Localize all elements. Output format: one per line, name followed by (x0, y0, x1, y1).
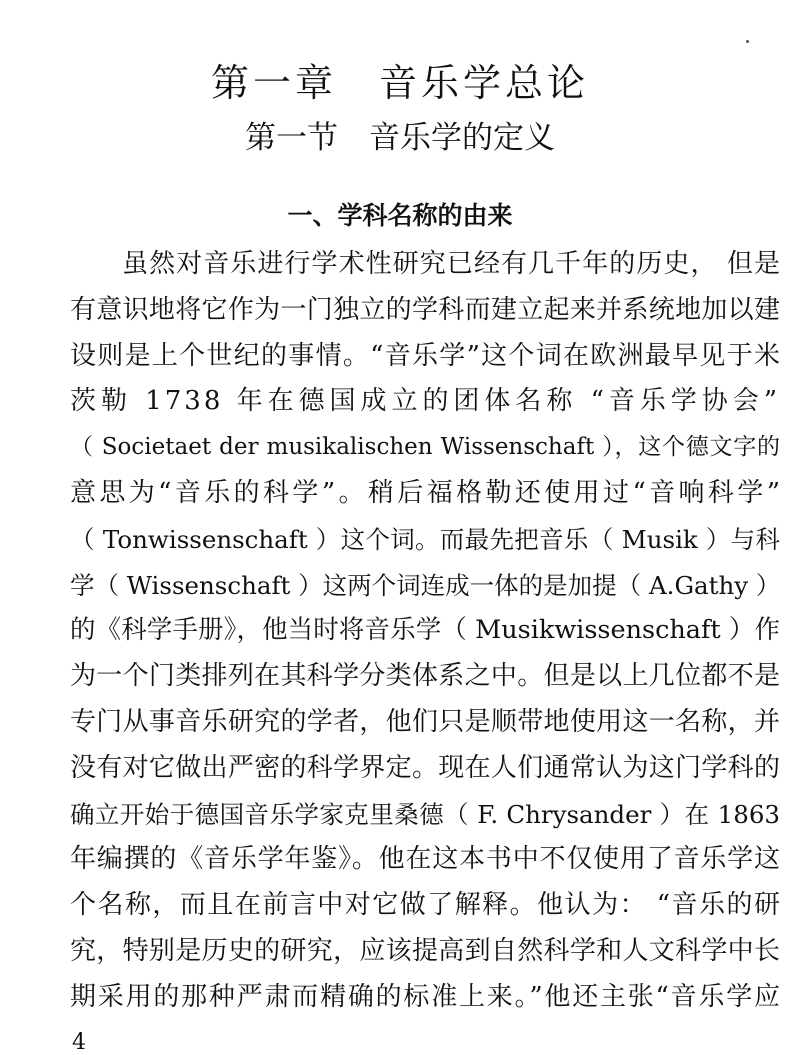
scan-speck (746, 40, 749, 43)
text-line: 学（ Wissenschaft ）这两个词连成一体的是加提（ A.Gathy ） (70, 570, 781, 600)
text-line: 期采用的那种严肃而精确的标准上来。”他还主张“音乐学应 (70, 981, 780, 1012)
text-line: 确立开始于德国音乐学家克里桑德（ F. Chrysander ）在 1863 (70, 799, 780, 829)
text-line: （ Tonwissenschaft ）这个词。而最先把音乐（ Musik ）与科 (70, 524, 780, 554)
text-line: 的《科学手册》，他当时将音乐学（ Musikwissenschaft ）作 (70, 615, 780, 646)
page-number: 4 (72, 1030, 86, 1055)
subsection-title: 一、学科名称的由来 (287, 201, 513, 230)
text-line: 设则是上个世纪的事情。“音乐学”这个词在欧洲最早见于米 (70, 340, 780, 371)
text-line: 有意识地将它作为一门独立的学科而建立起来并系统地加以建 (70, 294, 780, 325)
text-line: 个名称，而且在前言中对它做了解释。他认为： “音乐的研 (70, 890, 780, 921)
chapter-title: 第一章 音乐学总论 (210, 61, 589, 105)
text-line: 为一个门类排列在其科学分类体系之中。但是以上几位都不是 (70, 661, 780, 692)
text-line: 年编撰的《音乐学年鉴》。他在这本书中不仅使用了音乐学这 (70, 844, 780, 875)
text-line: 虽然对音乐进行学术性研究已经有几千年的历史， 但是 (122, 249, 780, 279)
text-line: 专门从事音乐研究的学者，他们只是顺带地使用这一名称，并 (70, 706, 780, 737)
text-line: 究，特别是历史的研究，应该提高到自然科学和人文科学中长 (70, 935, 780, 966)
text-line: 没有对它做出严密的科学界定。现在人们通常认为这门学科的 (70, 752, 780, 783)
text-line: 茨勒 1738 年在德国成立的团体名称 “音乐学协会” (70, 386, 780, 417)
text-line: （ Societaet der musikalischen Wissenschaft ），这个德文字的 (70, 434, 780, 461)
body-paragraph (70, 242, 780, 1021)
section-title: 第一节 音乐学的定义 (245, 120, 555, 156)
text-line: 意思为“音乐的科学”。稍后福格勒还使用过“音响科学” (70, 477, 780, 508)
